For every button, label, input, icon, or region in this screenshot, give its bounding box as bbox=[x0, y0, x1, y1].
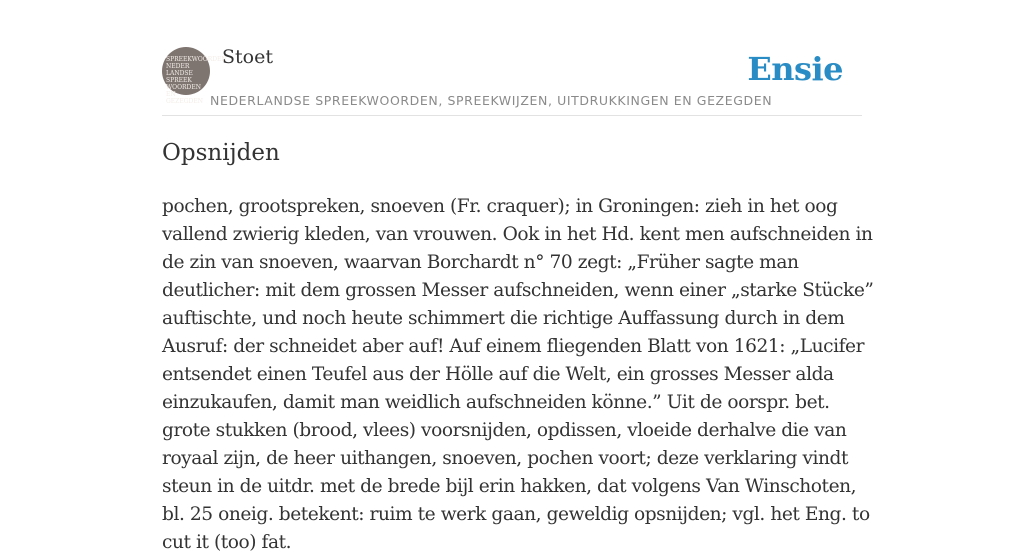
entry-body: pochen, grootspreken, snoeven (Fr. craquer); in Groningen: zieh in het oog vallend zwierig kleden, van vrouwen. Ook in het Hd. kent men aufschneiden in de zin van snoeven, waarvan Borchardt n° 70 zegt: „Früher sagte man deutlicher: mit dem grossen Messer aufschneiden, wenn einer „starke Stücke” auftischte, und noch heute schimmert die richtige Auffassung durch in dem Ausruf: der schneidet aber auf! Auf einem fliegenden Blatt von 1621: „Lucifer entsendet einen Teufel aus der Hölle auf die Welt, ein grosses Messer alda einzukaufen, damit man weidlich aufschneiden könne.” Uit de oorspr. bet. grote stukken (brood, vlees) voorsnijden, opdissen, vloeide derhalve die van royaal zijn, de heer uithangen, snoeven, pochen voort; deze verklaring vindt steun in de uitdr. met de brede bijl erin hakken, dat volgens Van Winschoten, bl. 25 oneig. betekent: ruim te werk gaan, geweldig opsnijden; vgl. het Eng. to cut it (too) fat. bbox=[162, 196, 874, 553]
source-avatar[interactable] bbox=[162, 47, 227, 105]
source-subtitle: NEDERLANDSE SPREEKWOORDEN, SPREEKWIJZEN, UITDRUKKINGEN EN GEZEGDEN bbox=[210, 93, 773, 108]
source-header bbox=[162, 44, 862, 116]
entry-title: Opsnijden bbox=[162, 140, 280, 166]
source-name-link[interactable]: Stoet bbox=[222, 46, 273, 68]
ensie-logo[interactable]: Ensie bbox=[747, 50, 843, 88]
avatar-cover-text: SPREEKWOORDEN NEDER LANDSE SPREEK WOORDEN EN GEZEGDEN bbox=[166, 56, 227, 105]
